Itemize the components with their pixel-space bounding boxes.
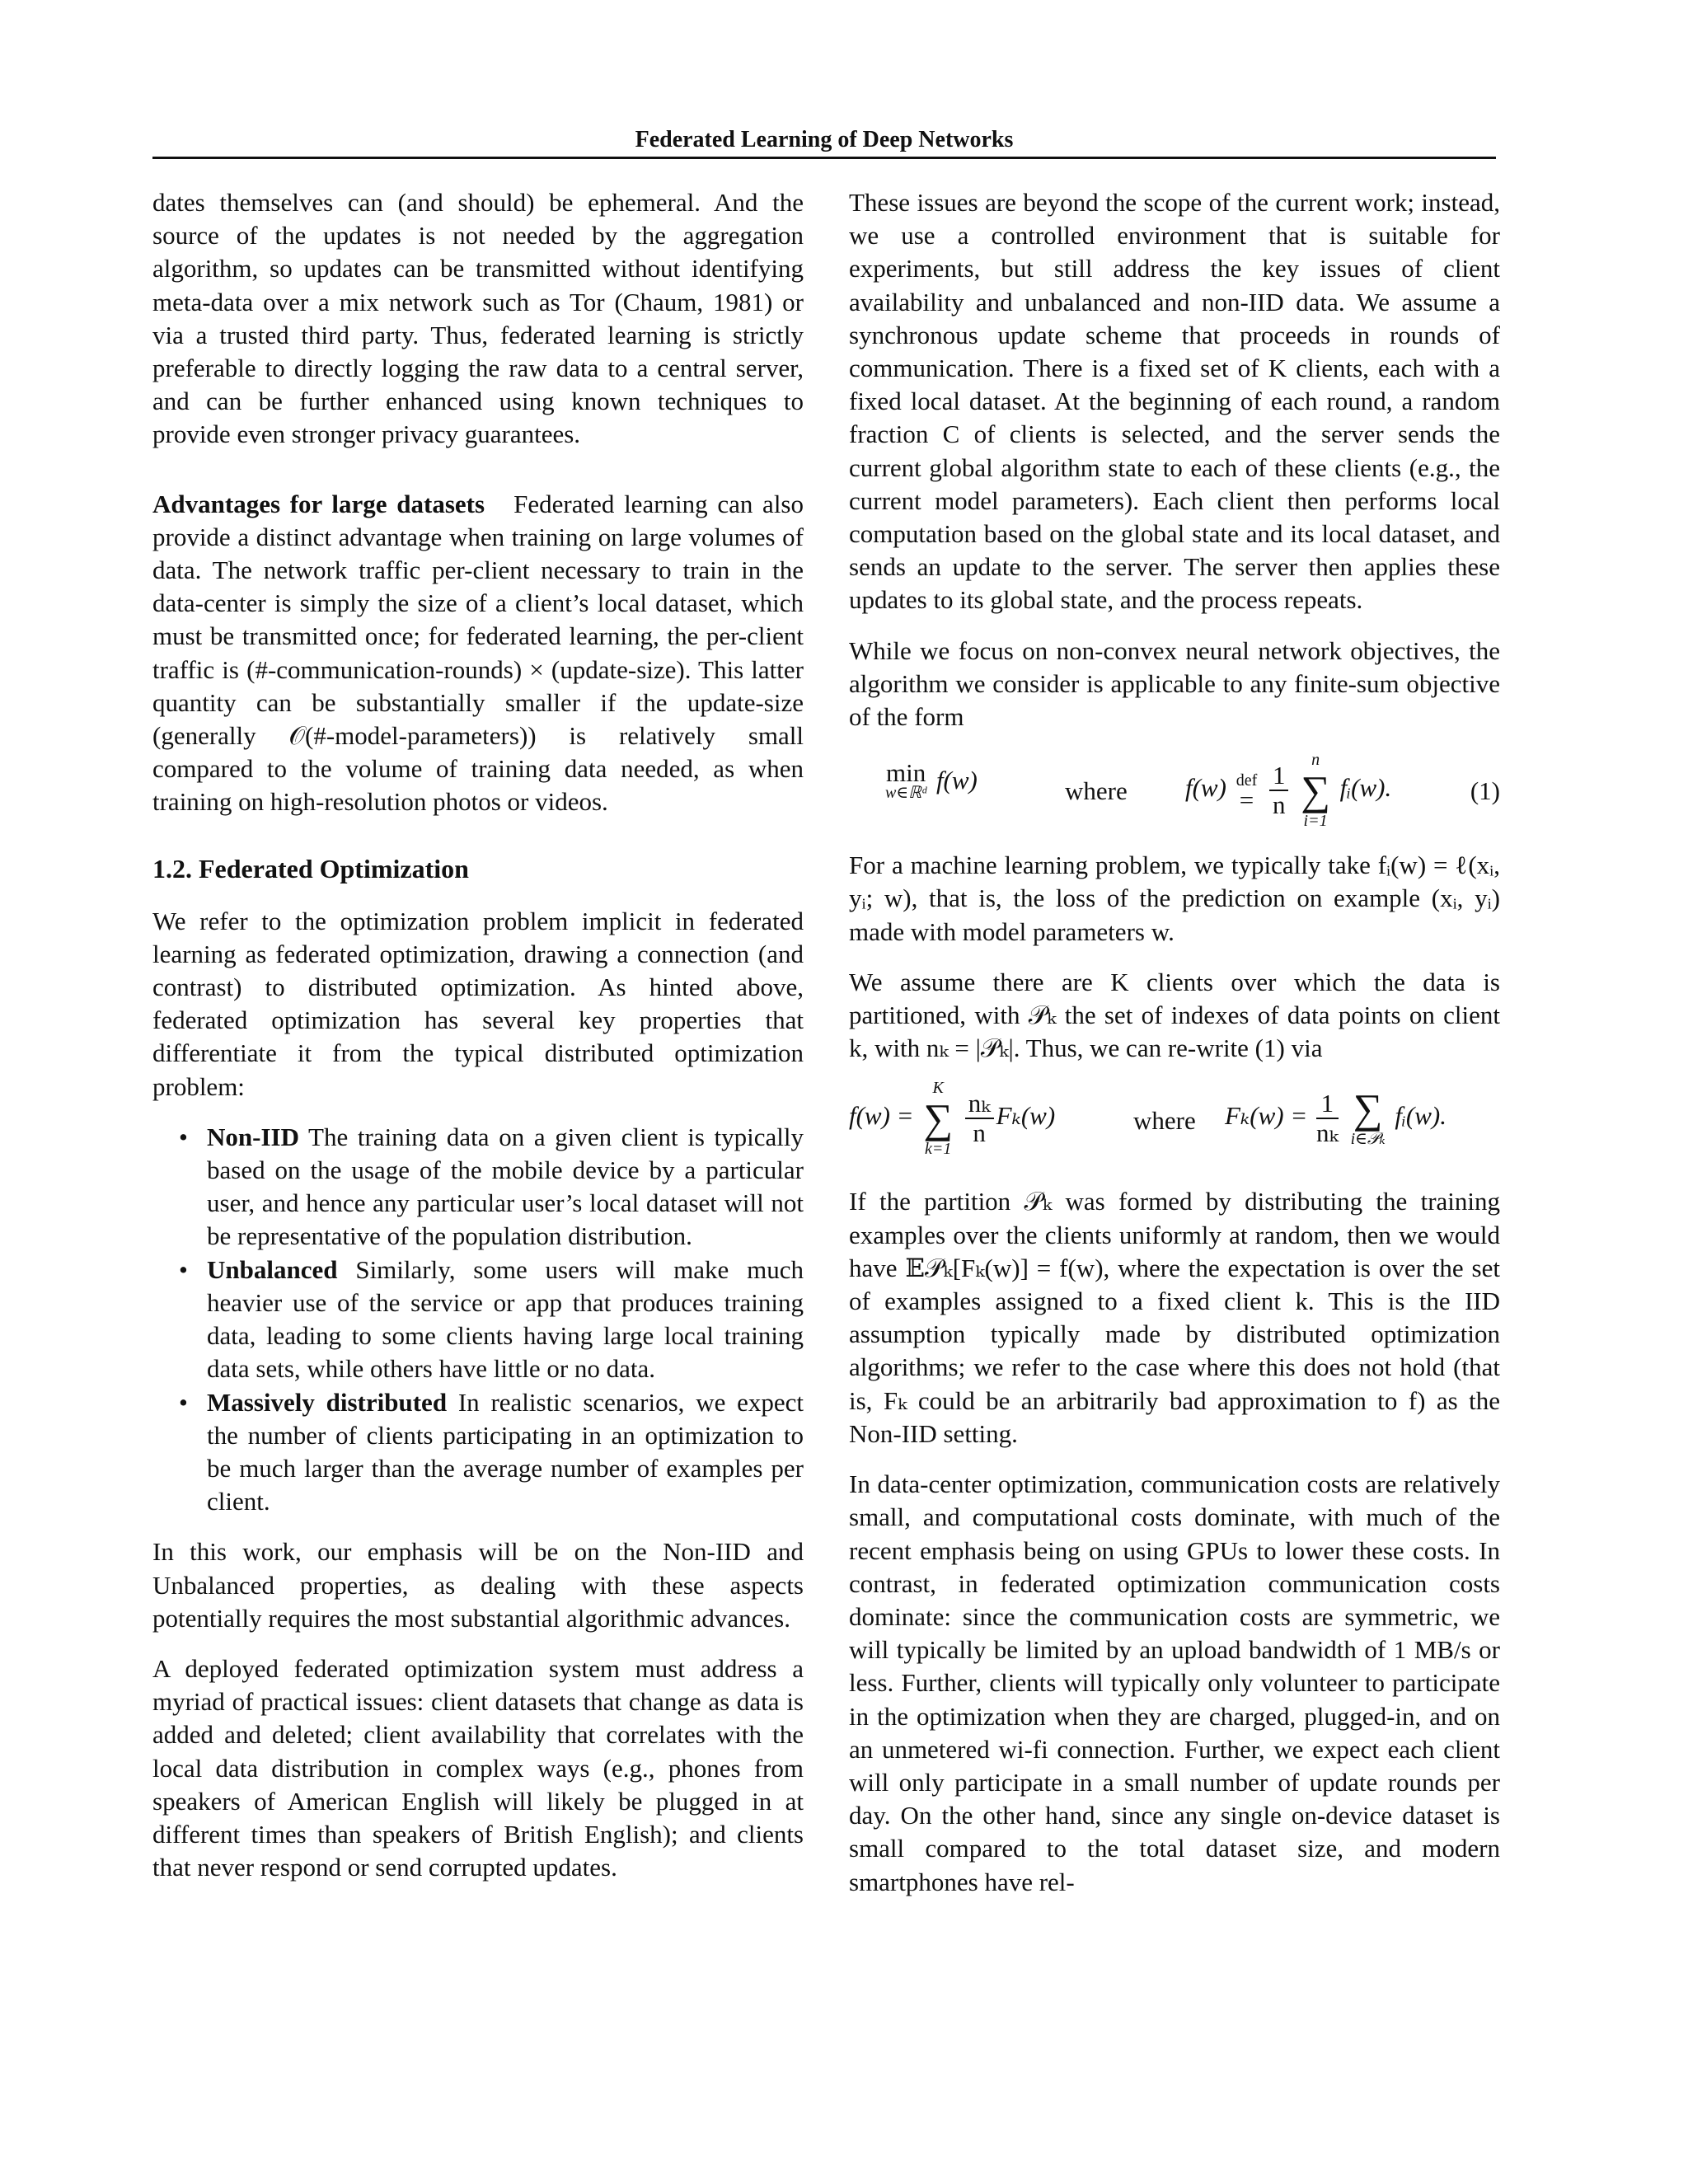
advantages-paragraph — [152, 488, 804, 819]
right-paragraph-1: These issues are beyond the scope of the current work; instead, we use a controlled environment that is suitable for experiments, but still address the key issues of client availability and unbalanced and non-IID data. We assume a synchronous update scheme that proceeds in rounds of communication. There is a fixed set of K clients, each with a fixed local dataset. At the beginning of each round, a random fraction C of clients is selected, and the server sends the current global algorithm state to each of these clients (e.g., the current model parameters). Each client then performs local computation based on the global state and its local dataset, and sends an update to the server. The server then applies these updates to its global state, and the process repeats. — [849, 188, 1500, 615]
properties-list — [152, 1121, 804, 1518]
right-paragraph-2: While we focus on non-convex neural network objectives, the algorithm we consider is applicable to any finite-sum objective of the form — [849, 635, 1500, 732]
section-heading: 1.2. Federated Optimization — [152, 853, 469, 883]
eq1-where: where — [1065, 776, 1128, 806]
right-column — [849, 186, 1500, 1916]
left-paragraph-3: We refer to the optimization problem implicit in federated learning as federated optimization, drawing a connection (and contrast) to distributed optimization. As hinted above, federated optimization has several key properties that differentiate it from the typical distributed optimization problem: — [152, 906, 804, 1101]
advantages-text: Federated learning can also provide a distinct advantage when training on large volumes of data. The network traffic per-client necessary to train in the data-center is simply the size of a client’s local dataset, which must be transmitted once; for federated learning, the per-client traffic is (#-communication-rounds) × (update-size). This latter quantity can be substantially smaller if the update-size (generally 𝒪(#-model-parameters)) is relatively small compared to the volume of training data needed, as when training on high-resolution photos or videos. — [152, 489, 804, 817]
right-paragraph-4: We assume there are K clients over which the data is partitioned, with 𝒫ₖ the set of indexes of data points on client k, with nₖ = |𝒫ₖ|. Thus, we can re-write (1) via — [849, 967, 1500, 1063]
eq2-where: where — [1133, 1106, 1196, 1136]
list-item-text: In realistic scenarios, we expect the number of clients participating in an optimization to be much larger than the average number of examples per client. — [207, 1387, 804, 1516]
eq1-min: min w∈ℝᵈ f(w) — [885, 758, 978, 803]
left-column — [152, 186, 804, 1901]
eq1-definition: f(w) def = $\frac{1}{n}$ n ∑ i=1 fᵢ(w). — [1185, 751, 1392, 831]
running-title: Federated Learning of Deep Networks — [635, 127, 1014, 152]
equation-1 — [849, 742, 1500, 834]
right-paragraph-3: For a machine learning problem, we typically take fᵢ(w) = ℓ(xᵢ, yᵢ; w), that is, the loss of the prediction on example (xᵢ, yᵢ) made with model parameters w. — [849, 851, 1500, 946]
list-item-term: Massively distributed — [207, 1387, 448, 1417]
right-paragraph-6: In data-center optimization, communication costs are relatively small, and computational costs dominate, with much of the recent emphasis being on using GPUs to lower these costs. In contrast, in federated optimization communication costs dominate: since the communication costs are symmetric, we will typically be limited by an upload bandwidth of 1 MB/s or less. Further, clients will typically only volunteer to participate in the optimization when they are charged, plugged-in, and on an unmetered wi-fi connection. Further, we expect each client will only participate in a small number of update rounds per day. On the other hand, since any single on-device dataset is small compared to the total dataset size, and modern smartphones have rel- — [849, 1469, 1500, 1896]
left-paragraph-5: A deployed federated optimization system must address a myriad of practical issues: client datasets that change as data is added and deleted; client availability that correlates with the local data distribution in complex ways (e.g., phones from speakers of American English will likely be plugged in at different times than speakers of British English); and clients that never respond or send corrupted updates. — [152, 1653, 804, 1882]
left-paragraph-4: In this work, our emphasis will be on the Non-IID and Unbalanced properties, as dealing with these aspects potentially requires the most substantial algorithmic advances. — [152, 1537, 804, 1633]
list-item — [179, 1121, 804, 1254]
list-item-text: The training data on a given client is typically based on the usage of the mobile device by a particular user, and hence any particular user’s local dataset will not be representative of the population distribution. — [207, 1122, 804, 1251]
right-paragraph-5: If the partition 𝒫ₖ was formed by distributing the training examples over the clients uniformly at random, then we would have 𝔼𝒫ₖ[Fₖ(w)] = f(w), where the expectation is over the set of examples assigned to a fixed client k. This is the IID assumption typically made by distributed optimization algorithms; we refer to the case where this does not hold (that is, Fₖ could be an arbitrarily bad approximation to f) as the Non-IID setting. — [849, 1187, 1500, 1448]
eq2-right: Fₖ(w) = $\frac{1}{\text{nₖ}}$ ∑ i∈𝒫ₖ fᵢ(w). — [1225, 1085, 1447, 1149]
eq2-left: f(w) = K ∑ k=1 $\frac{\text{nₖ}}{n}$ Fₖ(w) — [849, 1079, 1056, 1159]
advantages-heading: Advantages for large datasets — [152, 489, 485, 518]
list-item-term: Non-IID — [207, 1122, 299, 1151]
bullet-icon: • — [179, 1122, 188, 1151]
list-item-text: Similarly, some users will make much heavier use of the service or app that produces training data, leading to some clients having large local training data sets, while others have little or no data. — [207, 1254, 804, 1384]
bullet-icon: • — [179, 1387, 188, 1417]
left-paragraph-1: dates themselves can (and should) be ephemeral. And the source of the updates is not needed by the aggregation algorithm, so updates can be transmitted without identifying meta-data over a mix network such as Tor (Chaum, 1981) or via a trusted third party. Thus, federated learning is strictly preferable to directly logging the raw data to a central server, and can be further enhanced using known techniques to provide even stronger privacy guarantees. — [152, 188, 804, 449]
list-item-term: Unbalanced — [207, 1254, 338, 1284]
eq1-number: (1) — [1470, 776, 1500, 806]
list-item — [179, 1386, 804, 1519]
list-item — [179, 1254, 804, 1386]
equation-2 — [849, 1073, 1500, 1170]
header-rule — [152, 157, 1496, 159]
bullet-icon: • — [179, 1254, 188, 1284]
